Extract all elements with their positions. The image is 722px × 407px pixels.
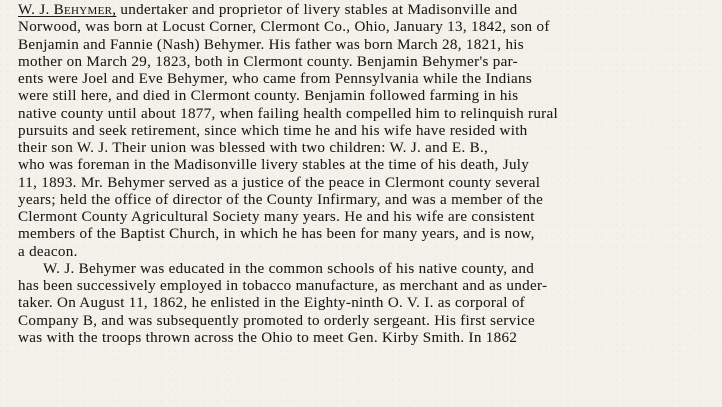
- text-line-3: Benjamin and Fannie (Nash) Behymer. His father was born March 28, 1821, his: [18, 36, 524, 53]
- text-line-8: pursuits and seek retirement, since which time he and his wife have resided with: [18, 122, 528, 139]
- biography-name-heading: W. J. Behymer,: [18, 2, 117, 18]
- text-line-6: were still here, and died in Clermont county. Benjamin followed farming in his: [18, 88, 519, 105]
- text-line-1-rest: undertaker and proprietor of livery stables at Madisonville and: [116, 2, 518, 18]
- text-line-9: their son W. J. Their union was blessed with two children: W. J. and E. B.,: [18, 140, 489, 156]
- text-line-13: Clermont County Agricultural Society many years. He and his wife are consistent: [18, 209, 535, 225]
- text-line-10: who was foreman in the Madisonville livery stables at the time of his death, July: [18, 157, 530, 174]
- text-line-2: Norwood, was born at Locust Corner, Clermont Co., Ohio, January 13, 1842, son of: [18, 19, 550, 36]
- text-line-17: has been successively employed in tobacco manufacture, as merchant and as under-: [18, 278, 548, 294]
- text-line-11: 11, 1893. Mr. Behymer served as a justice of the peace in Clermont county several: [18, 174, 541, 191]
- text-line-1: [18, 2, 716, 19]
- text-line-15: a deacon.: [18, 243, 78, 260]
- text-line-14: members of the Baptist Church, in which he has been for many years, and is now,: [18, 226, 535, 243]
- text-line-16: W. J. Behymer was educated in the common schools of his native county, and: [43, 260, 535, 277]
- text-line-7: native county until about 1877, when failing health compelled him to relinquish rural: [18, 105, 558, 122]
- text-line-5: ents were Joel and Eve Behymer, who came from Pennsylvania while the Indians: [18, 71, 533, 87]
- text-line-12: years; held the office of director of the County Infirmary, and was a member of the: [18, 191, 544, 208]
- text-line-19: Company B, and was subsequently promoted to orderly sergeant. His first service: [18, 312, 535, 329]
- text-line-4: mother on March 29, 1823, both in Clermont county. Benjamin Behymer's par-: [18, 53, 518, 70]
- text-line-18: taker. On August 11, 1862, he enlisted in the Eighty-ninth O. V. I. as corporal of: [18, 295, 525, 312]
- text-line-20: was with the troops thrown across the Ohio to meet Gen. Kirby Smith. In 1862: [18, 329, 518, 346]
